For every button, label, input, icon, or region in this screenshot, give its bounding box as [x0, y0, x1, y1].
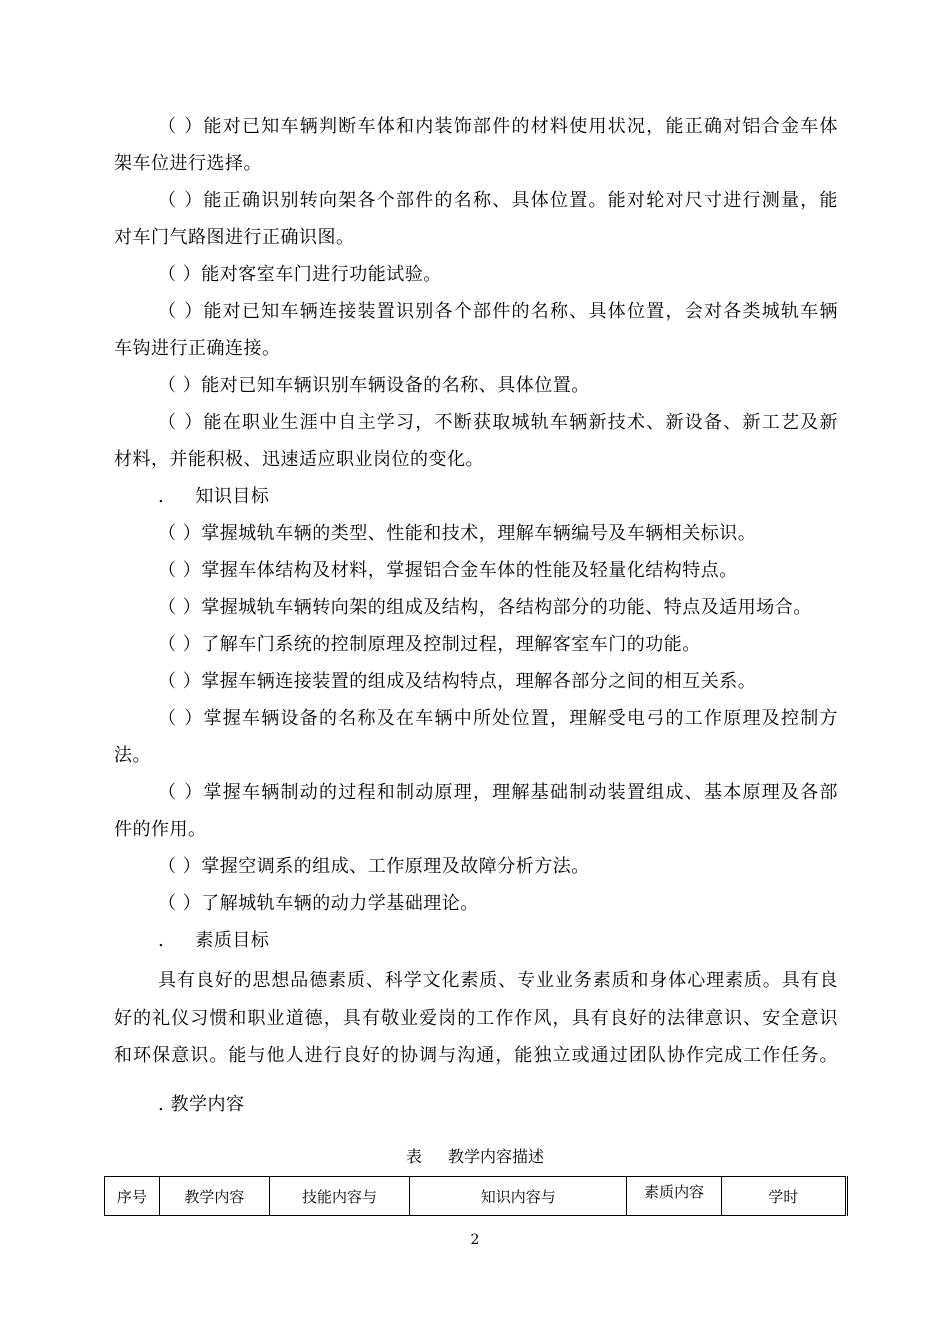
header-class-hours: 学时 — [721, 1177, 846, 1216]
quality-paragraph-line-1: 具有良好的思想品德素质、科学文化素质、专业业务素质和身体心理素质。具有良 — [158, 970, 838, 991]
knowledge-item-7-line-1: （ ）掌握车辆制动的过程和制动原理，理解基础制动装置组成、基本原理及各部 — [158, 782, 838, 803]
knowledge-item-5: （ ）掌握车辆连接装置的组成及结构特点，理解各部分之间的相互关系。 — [158, 671, 757, 692]
skill-item-3: （ ）能对客室车门进行功能试验。 — [158, 264, 442, 285]
page-number: 2 — [470, 1232, 480, 1248]
skill-item-5: （ ）能对已知车辆识别车辆设备的名称、具体位置。 — [158, 375, 590, 396]
header-index: 序号 — [105, 1177, 160, 1216]
table-caption-title: 教学内容描述 — [448, 1147, 545, 1166]
knowledge-heading: . 知识目标 — [158, 486, 270, 507]
skill-item-2-line-2: 对车门气路图进行正确识图。 — [114, 227, 355, 248]
quality-heading: . 素质目标 — [158, 930, 270, 951]
knowledge-item-7-line-2: 件的作用。 — [114, 819, 207, 840]
knowledge-item-6-line-1: （ ）掌握车辆设备的名称及在车辆中所处位置，理解受电弓的工作原理及控制方 — [158, 708, 838, 729]
skill-item-4-line-1: （ ）能对已知车辆连接装置识别各个部件的名称、具体位置，会对各类城轨车辆 — [158, 301, 838, 322]
table-caption — [0, 1146, 950, 1168]
skill-item-1-line-2: 架车位进行选择。 — [114, 153, 262, 174]
header-teaching-content: 教学内容 — [159, 1177, 269, 1216]
section-heading-teaching-content: . 教学内容 — [158, 1094, 245, 1115]
knowledge-item-1: （ ）掌握城轨车辆的类型、性能和技术，理解车辆编号及车辆相关标识。 — [158, 523, 757, 544]
teaching-content-table — [104, 1176, 848, 1216]
knowledge-item-6-line-2: 法。 — [114, 745, 151, 766]
skill-item-4-line-2: 车钩进行正确连接。 — [114, 338, 281, 359]
quality-paragraph-line-2: 好的礼仪习惯和职业道德，具有敬业爱岗的工作作风，具有良好的法律意识、安全意识 — [114, 1008, 838, 1029]
skill-item-1-line-1: （ ）能对已知车辆判断车体和内装饰部件的材料使用状况，能正确对铝合金车体 — [158, 116, 838, 137]
quality-paragraph-line-3: 和环保意识。能与他人进行良好的协调与沟通，能独立或通过团队协作完成工作任务。 — [114, 1045, 838, 1066]
knowledge-item-3: （ ）掌握城轨车辆转向架的组成及结构，各结构部分的功能、特点及适用场合。 — [158, 597, 812, 618]
header-skill-content: 技能内容与 — [269, 1177, 409, 1216]
knowledge-item-2: （ ）掌握车体结构及材料，掌握铝合金车体的性能及轻量化结构特点。 — [158, 560, 738, 581]
skill-item-6-line-2: 材料，并能积极、迅速适应职业岗位的变化。 — [114, 449, 484, 470]
skill-item-6-line-1: （ ）能在职业生涯中自主学习，不断获取城轨车辆新技术、新设备、新工艺及新 — [158, 412, 838, 433]
knowledge-item-8: （ ）掌握空调系的组成、工作原理及故障分析方法。 — [158, 856, 590, 877]
table-caption-prefix: 表 — [405, 1147, 422, 1166]
header-quality-content: 素质内容 — [627, 1177, 721, 1216]
table-header-row — [105, 1177, 847, 1216]
knowledge-item-4: （ ）了解车门系统的控制原理及控制过程，理解客室车门的功能。 — [158, 634, 701, 655]
header-knowledge-content: 知识内容与 — [409, 1177, 626, 1216]
knowledge-item-9: （ ）了解城轨车辆的动力学基础理论。 — [158, 893, 479, 914]
skill-item-2-line-1: （ ）能正确识别转向架各个部件的名称、具体位置。能对轮对尺寸进行测量，能 — [158, 190, 838, 211]
